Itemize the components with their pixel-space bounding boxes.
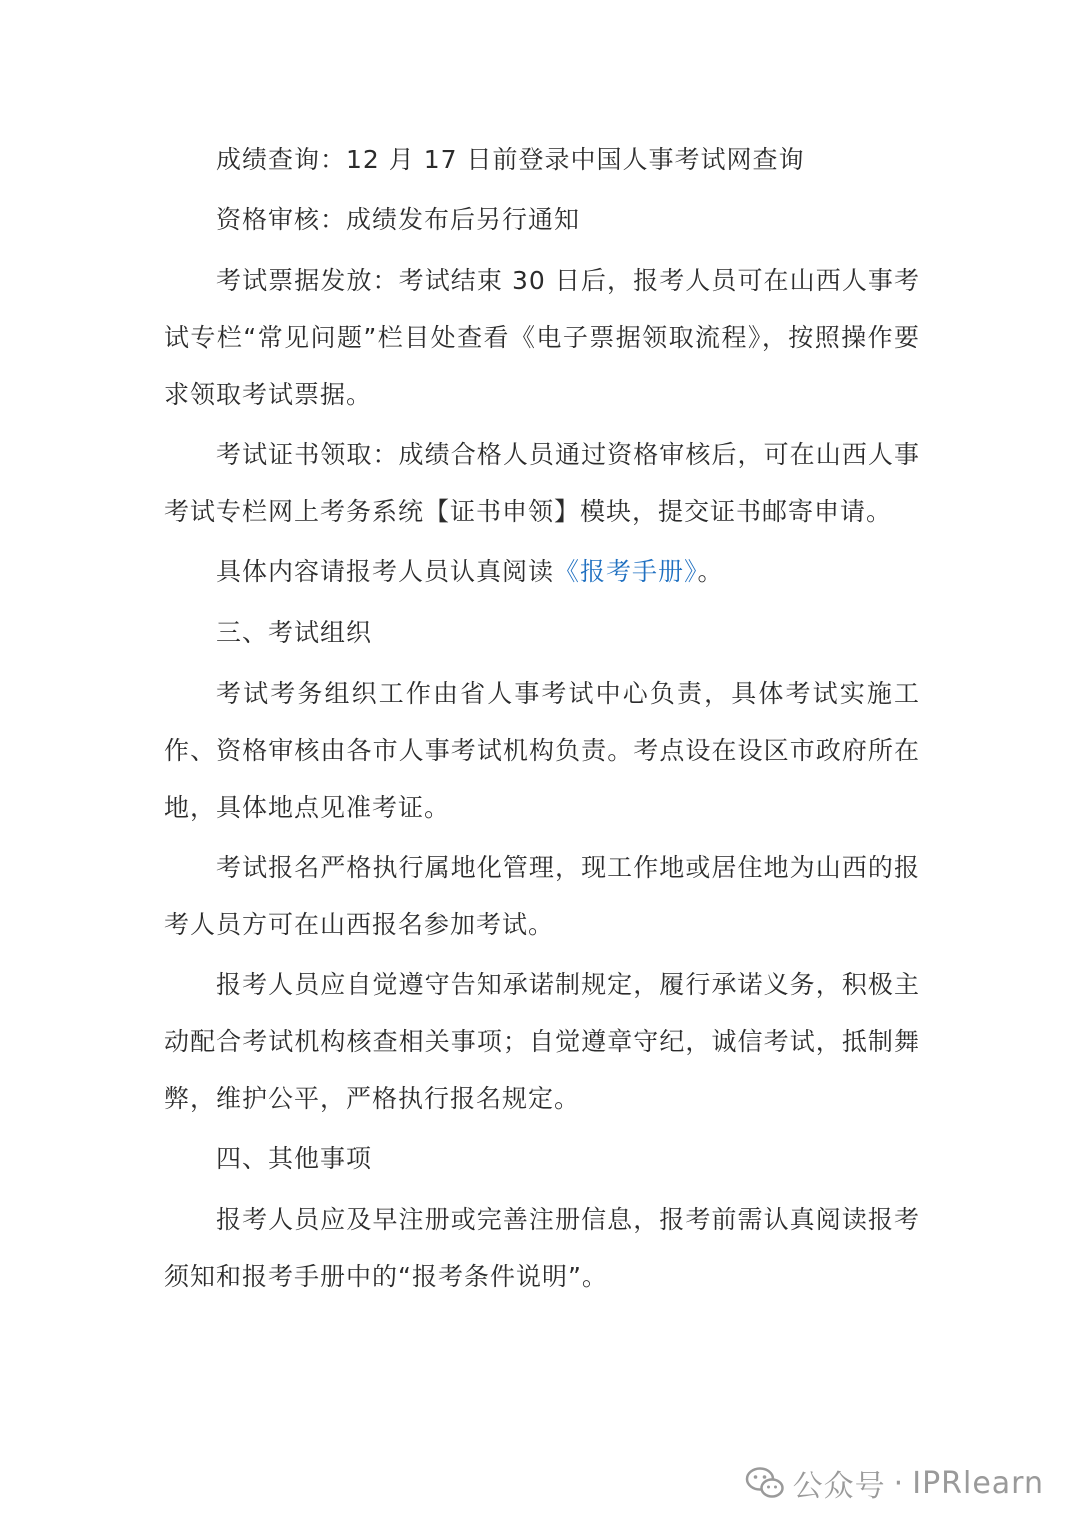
paragraph-certificate-collection: 考试证书领取：成绩合格人员通过资格审核后，可在山西人事考试专栏网上考务系统【证书申领】模块，提交证书邮寄申请。 <box>164 440 920 526</box>
paragraph-qualification-review: 资格审核：成绩发布后另行通知 <box>216 205 581 234</box>
paragraph-registration-notice: 报考人员应及早注册或完善注册信息，报考前需认真阅读报考须知和报考手册中的“报考条件说明”。 <box>164 1205 920 1291</box>
section-heading-other-matters: 四、其他事项 <box>216 1144 373 1173</box>
handbook-suffix: 。 <box>697 557 724 586</box>
watermark-label: 公众号 <box>792 1469 886 1504</box>
paragraph-exam-affairs: 考试考务组织工作由省人事考试中心负责，具体考试实施工作、资格审核由各市人事考试机构负责。考点设在设区市政府所在地，具体地点见准考证。 <box>164 679 920 822</box>
handbook-prefix: 具体内容请报考人员认真阅读 <box>216 557 555 586</box>
watermark-separator: · <box>893 1465 905 1501</box>
paragraph-commitment: 报考人员应自觉遵守告知承诺制规定，履行承诺义务，积极主动配合考试机构核查相关事项；自觉遵章守纪，诚信考试，抵制舞弊，维护公平，严格执行报名规定。 <box>164 970 920 1113</box>
handbook-link[interactable]: 《报考手册》 <box>554 557 698 586</box>
paragraph-receipt-issuance: 考试票据发放：考试结束 30 日后，报考人员可在山西人事考试专栏“常见问题”栏目处查看《电子票据领取流程》，按照操作要求领取考试票据。 <box>164 266 920 409</box>
wechat-icon <box>745 1466 785 1500</box>
watermark-account: IPRlearn <box>912 1465 1044 1501</box>
paragraph-read-handbook <box>164 543 920 600</box>
watermark <box>745 1458 1044 1508</box>
section-heading-exam-organization: 三、考试组织 <box>216 618 373 647</box>
paragraph-score-query: 成绩查询：12 月 17 日前登录中国人事考试网查询 <box>216 145 805 174</box>
paragraph-localized-management: 考试报名严格执行属地化管理，现工作地或居住地为山西的报考人员方可在山西报名参加考试。 <box>164 853 920 939</box>
